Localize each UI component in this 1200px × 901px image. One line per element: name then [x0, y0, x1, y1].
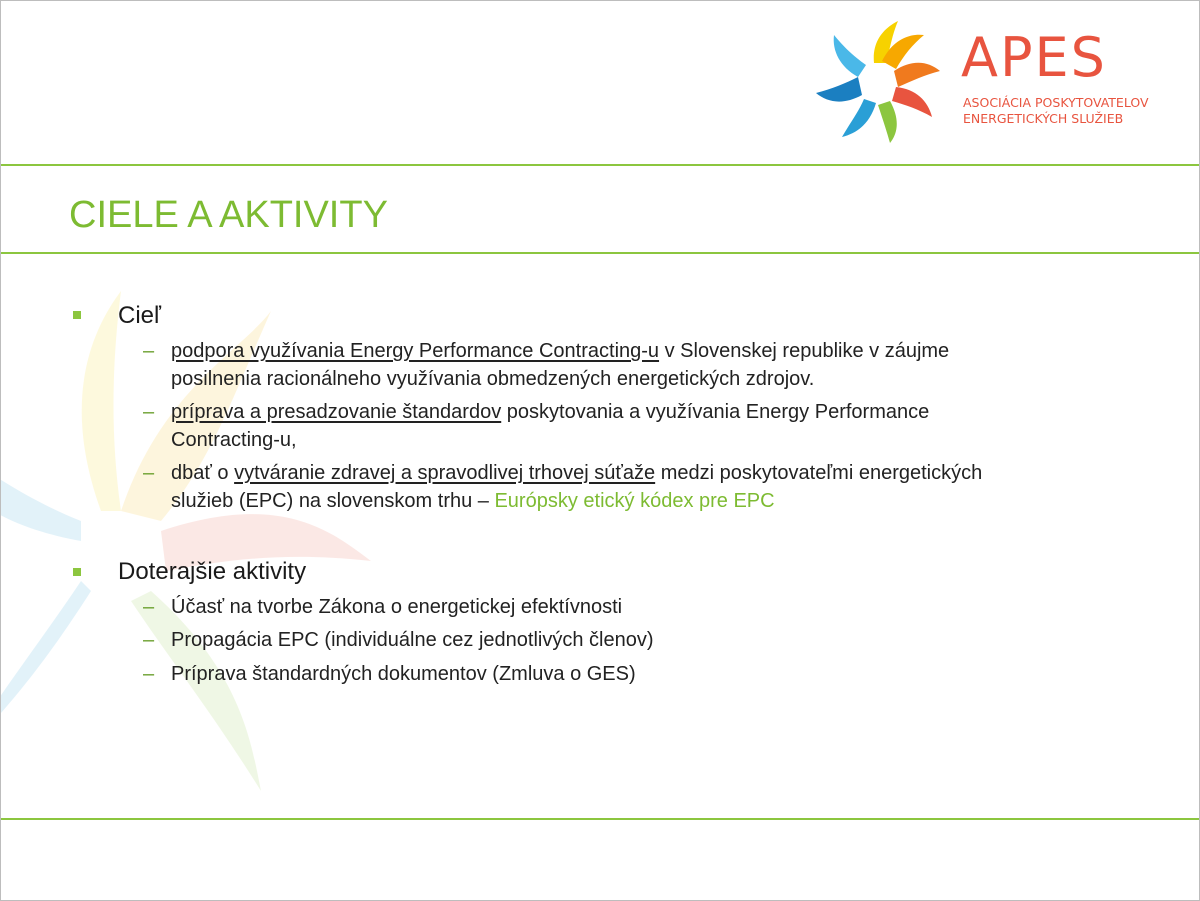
- dash-icon: –: [143, 340, 155, 362]
- slide-content: [1, 1, 1199, 900]
- item-text-line2: služieb (EPC) na slovenskom trhu –: [171, 490, 495, 512]
- brand-subtitle-line2: ENERGETICKÝCH SLUŽIEB: [963, 111, 1124, 126]
- item-underlined-text: príprava a presadzovanie štandardov: [171, 401, 502, 423]
- brand-subtitle-line1: ASOCIÁCIA POSKYTOVATELOV: [963, 95, 1149, 110]
- item-text: v Slovenskej republike v záujme: [659, 340, 950, 362]
- section-heading-aktivity: Doterajšie aktivity: [118, 558, 307, 585]
- section-bullet-icon: [73, 311, 81, 319]
- dash-icon: –: [143, 401, 155, 423]
- item-text: poskytovania a využívania Energy Performance: [501, 401, 930, 423]
- dash-icon: –: [143, 596, 155, 618]
- item-prefix: dbať o: [171, 462, 235, 484]
- item-underlined-text: vytváranie zdravej a spravodlivej trhovej súťaže: [234, 462, 656, 484]
- list-item: [171, 337, 1131, 393]
- item-text-line2: Contracting-u,: [171, 429, 297, 451]
- dash-icon: –: [143, 629, 155, 651]
- section-heading-ciel: Cieľ: [118, 302, 162, 329]
- section-bullet-icon: [73, 568, 81, 576]
- item-text: medzi poskytovateľmi energetických: [655, 462, 983, 484]
- divider-bottom: [1, 818, 1199, 820]
- ethics-code-link[interactable]: Európsky etický kódex pre EPC: [494, 490, 775, 512]
- slide-title: CIELE A AKTIVITY: [69, 194, 388, 236]
- brand-name: APES: [961, 26, 1107, 89]
- list-item: [171, 459, 1131, 515]
- list-item: Účasť na tvorbe Zákona o energetickej efektívnosti: [171, 596, 623, 618]
- dash-icon: –: [143, 663, 155, 685]
- list-item: [171, 398, 1131, 454]
- list-item: Propagácia EPC (individuálne cez jednotlivých členov): [171, 629, 654, 651]
- item-underlined-text: podpora využívania Energy Performance Contracting-u: [171, 340, 660, 362]
- list-item: Príprava štandardných dokumentov (Zmluva o GES): [171, 663, 636, 685]
- dash-icon: –: [143, 462, 155, 484]
- item-text-line2: posilnenia racionálneho využívania obmedzených energetických zdrojov.: [171, 368, 815, 390]
